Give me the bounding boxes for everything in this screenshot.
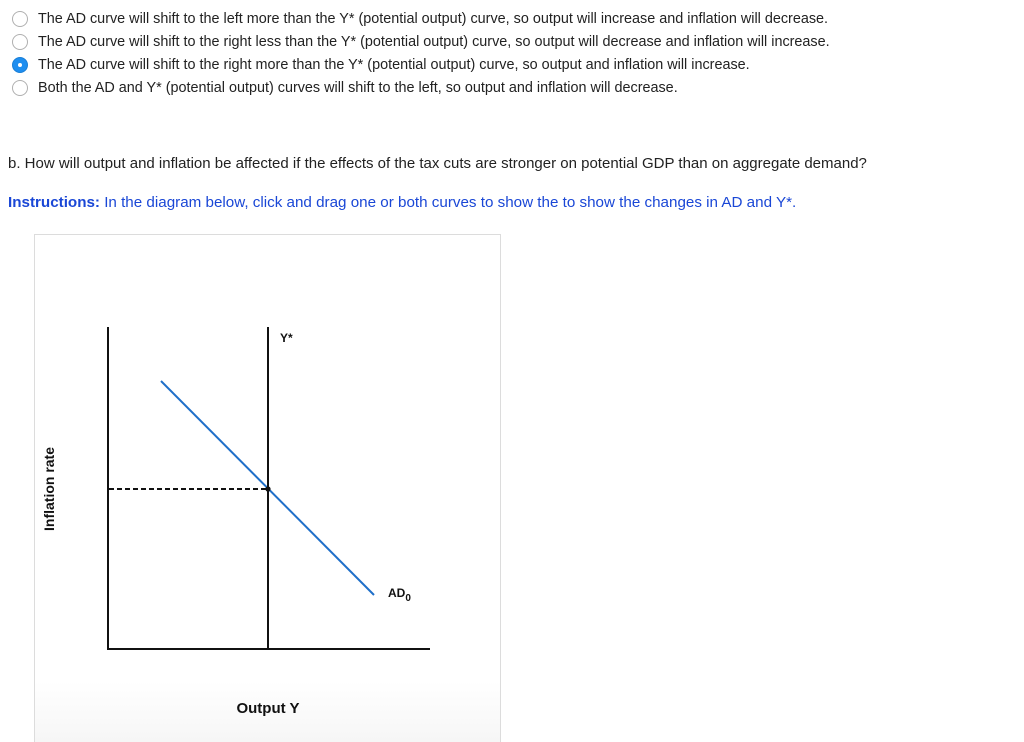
radio-button-3-selected[interactable] — [12, 57, 28, 73]
answer-option-label: Both the AD and Y* (potential output) curves will shift to the left, so output and inflation will decrease. — [38, 79, 678, 96]
answer-option-2[interactable] — [12, 30, 1012, 53]
instructions — [8, 194, 796, 211]
instructions-text: In the diagram below, click and drag one or both curves to show the to show the changes in AD and Y*. — [99, 194, 797, 211]
answer-option-label: The AD curve will shift to the left more than the Y* (potential output) curve, so output will increase and inflation will decrease. — [38, 10, 829, 27]
ad-ystar-diagram — [35, 235, 502, 742]
answer-option-4[interactable] — [12, 76, 1012, 99]
ystar-label: Y* — [280, 331, 293, 345]
ad-label-main: AD — [388, 586, 406, 600]
radio-button-4[interactable] — [12, 80, 28, 96]
answer-option-1[interactable] — [12, 7, 1012, 30]
ad-label-subscript: 0 — [405, 593, 411, 604]
x-axis-label: Output Y — [236, 700, 300, 717]
answer-option-label: The AD curve will shift to the right more than the Y* (potential output) curve, so output and inflation will increase. — [38, 56, 750, 73]
radio-button-1[interactable] — [12, 11, 28, 27]
answer-option-label: The AD curve will shift to the right less than the Y* (potential output) curve, so output will decrease and inflation will increase. — [38, 33, 830, 50]
answer-option-3[interactable] — [12, 53, 1012, 76]
radio-button-2[interactable] — [12, 34, 28, 50]
diagram-panel — [34, 234, 501, 742]
y-axis-label: Inflation rate — [41, 446, 57, 532]
ad-label — [388, 586, 411, 604]
question-b-text: b. How will output and inflation be affected if the effects of the tax cuts are stronger on potential GDP than on aggregate demand? — [8, 155, 867, 172]
equilibrium-point — [265, 486, 270, 491]
answer-options — [12, 7, 1012, 99]
instructions-lead: Instructions: — [8, 194, 100, 211]
